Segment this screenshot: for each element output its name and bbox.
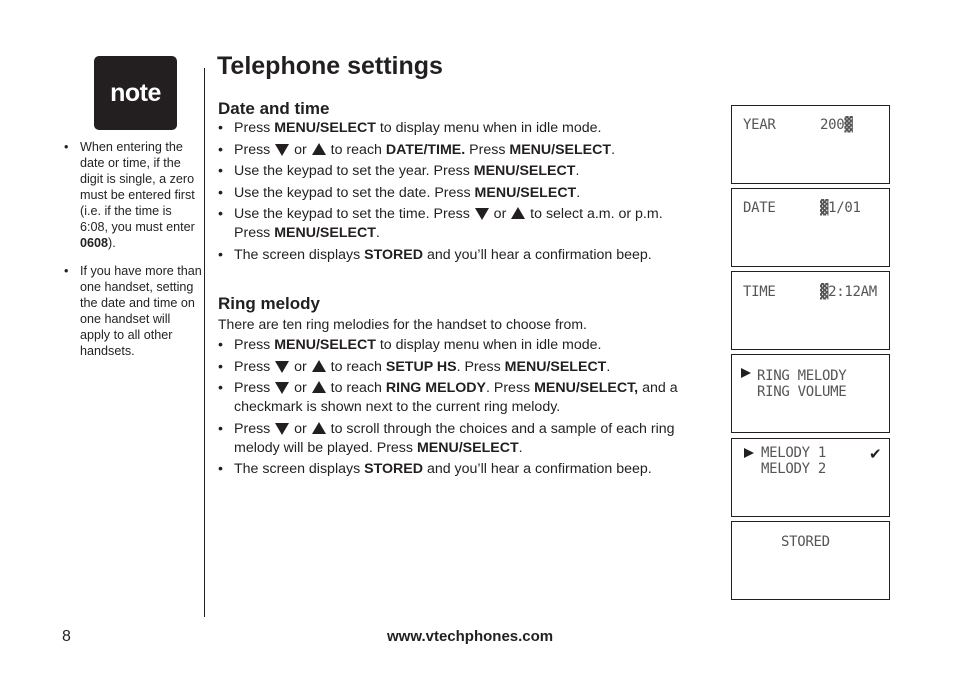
list-item: • The screen displays STORED and you’ll hear a confirmation beep. bbox=[218, 246, 693, 265]
page-number: 8 bbox=[62, 628, 71, 645]
lcd-year-value: 200▓ bbox=[820, 117, 853, 133]
up-arrow-icon bbox=[312, 422, 326, 434]
lcd-time-label: TIME bbox=[743, 284, 776, 300]
list-item: • Press or to reach DATE/TIME. Press MENU/SELECT. bbox=[218, 141, 693, 160]
list-item: • Use the keypad to set the date. Press MENU/SELECT. bbox=[218, 184, 693, 203]
footer-url: www.vtechphones.com bbox=[387, 628, 554, 645]
ring-melody-heading: Ring melody bbox=[218, 294, 321, 313]
lcd-melody-line1: MELODY 1 bbox=[761, 445, 827, 461]
lcd-menu-screen bbox=[731, 354, 890, 433]
list-item: • Use the keypad to set the time. Press or to select a.m. or p.m. Press MENU/SELECT. bbox=[218, 205, 693, 243]
up-arrow-icon bbox=[312, 360, 326, 372]
down-arrow-icon bbox=[275, 423, 289, 435]
date-time-steps bbox=[218, 119, 693, 268]
list-item: • Use the keypad to set the year. Press MENU/SELECT. bbox=[218, 162, 693, 181]
selection-arrow-icon bbox=[741, 368, 751, 378]
lcd-time-value: ▓2:12AM bbox=[820, 284, 877, 300]
down-arrow-icon bbox=[275, 382, 289, 394]
lcd-date-value: ▓1/01 bbox=[820, 200, 861, 216]
page-title: Telephone settings bbox=[217, 52, 443, 80]
note-badge bbox=[94, 56, 177, 130]
lcd-date-label: DATE bbox=[743, 200, 776, 216]
ring-melody-intro: There are ten ring melodies for the handset to choose from. bbox=[218, 316, 587, 332]
lcd-menu-line1: RING MELODY bbox=[757, 368, 847, 384]
column-divider bbox=[204, 68, 205, 617]
lcd-menu-line2: RING VOLUME bbox=[757, 384, 847, 400]
down-arrow-icon bbox=[275, 361, 289, 373]
lcd-year-label: YEAR bbox=[743, 117, 776, 133]
list-item: • Press or to scroll through the choices and a sample of each ring melody will be played. Press MENU/SELECT. bbox=[218, 420, 693, 458]
list-item: • The screen displays STORED and you’ll hear a confirmation beep. bbox=[218, 460, 693, 479]
list-item: • Press or to reach RING MELODY. Press MENU/SELECT, and a checkmark is shown next to the current ring melody. bbox=[218, 379, 693, 417]
note-label: note bbox=[110, 78, 161, 107]
down-arrow-icon bbox=[275, 144, 289, 156]
lcd-date-screen bbox=[731, 188, 890, 267]
checkmark-icon: ✔ bbox=[869, 446, 882, 463]
lcd-stored-screen bbox=[731, 521, 890, 600]
lcd-melody-line2: MELODY 2 bbox=[761, 461, 827, 477]
side-notes bbox=[62, 139, 202, 371]
list-item: • Press or to reach SETUP HS. Press MENU/SELECT. bbox=[218, 358, 693, 377]
lcd-time-screen bbox=[731, 271, 890, 350]
lcd-stored-text: STORED bbox=[781, 534, 830, 550]
date-time-heading: Date and time bbox=[218, 99, 330, 118]
ring-melody-steps bbox=[218, 336, 693, 482]
list-item: • Press MENU/SELECT to display menu when in idle mode. bbox=[218, 336, 693, 355]
selection-arrow-icon bbox=[744, 448, 754, 458]
down-arrow-icon bbox=[475, 208, 489, 220]
up-arrow-icon bbox=[312, 143, 326, 155]
up-arrow-icon bbox=[312, 381, 326, 393]
side-note-item: • When entering the date or time, if the digit is single, a zero must be entered first (i.e. if the time is 6:08, you must enter 0608). bbox=[62, 139, 202, 251]
list-item: • Press MENU/SELECT to display menu when in idle mode. bbox=[218, 119, 693, 138]
up-arrow-icon bbox=[511, 207, 525, 219]
side-note-item: • If you have more than one handset, setting the date and time on one handset will apply to all other handsets. bbox=[62, 263, 202, 359]
lcd-melody-screen bbox=[731, 438, 890, 517]
lcd-year-screen bbox=[731, 105, 890, 184]
